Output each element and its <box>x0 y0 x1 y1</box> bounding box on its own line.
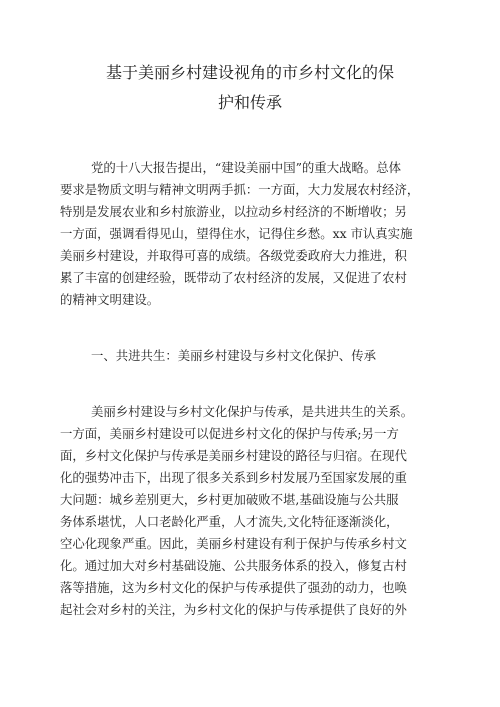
paragraph-1-line: 党的十八大报告提出，“建设美丽中国”的重大战略。总体 <box>91 160 402 175</box>
paragraph-2-line: 化。通过加大对乡村基础设施、公共服务体系的投入，修复古村 <box>60 558 407 573</box>
paragraph-2-line: 空心化现象严重。因此，美丽乡村建设有利于保护与传承乡村文 <box>60 536 407 551</box>
paragraph-1-line: 一方面，强调看得见山，望得住水，记得住乡愁。xx 市认真实施 <box>60 226 413 241</box>
paragraph-2-line: 务体系堪忧，人口老龄化严重，人才流失,文化特征逐渐淡化， <box>60 514 399 529</box>
document-title-line-2: 护和传承 <box>217 93 282 112</box>
paragraph-1-line: 美丽乡村建设，并取得可喜的成绩。各级党委政府大力推进，积 <box>60 248 407 263</box>
section-heading: 一、共进共生：美丽乡村建设与乡村文化保护、传承 <box>91 348 376 363</box>
paragraph-2-line: 面，乡村文化保护与传承是美丽乡村建设的路径与归宿。在现代 <box>60 448 407 463</box>
paragraph-1-line: 特别是发展农业和乡村旅游业，以拉动乡村经济的不断增收；另 <box>60 204 407 219</box>
paragraph-2-line: 起社会对乡村的关注，为乡村文化的保护与传承提供了良好的外 <box>60 602 407 617</box>
paragraph-2-line: 大问题：城乡差别更大，乡村更加破败不堪,基础设施与公共服 <box>60 492 399 507</box>
paragraph-1-line: 累了丰富的创建经验，既带动了农村经济的发展，又促进了农村 <box>60 270 407 285</box>
document-title-line-1: 基于美丽乡村建设视角的市乡村文化的保 <box>105 63 394 82</box>
paragraph-1-line: 要求是物质文明与精神文明两手抓：一方面，大力发展农村经济， <box>60 182 420 197</box>
paragraph-2-line: 美丽乡村建设与乡村文化保护与传承，是共进共生的关系。 <box>91 404 414 419</box>
paragraph-2-line: 一方面，美丽乡村建设可以促进乡村文化的保护与传承;另一方 <box>60 426 399 441</box>
paragraph-2-line: 化的强势冲击下，出现了很多关系到乡村发展乃至国家发展的重 <box>60 470 407 485</box>
paragraph-1-line: 的精神文明建设。 <box>60 292 160 307</box>
paragraph-2-line: 落等措施，这为乡村文化的保护与传承提供了强劲的动力，也唤 <box>60 580 407 595</box>
